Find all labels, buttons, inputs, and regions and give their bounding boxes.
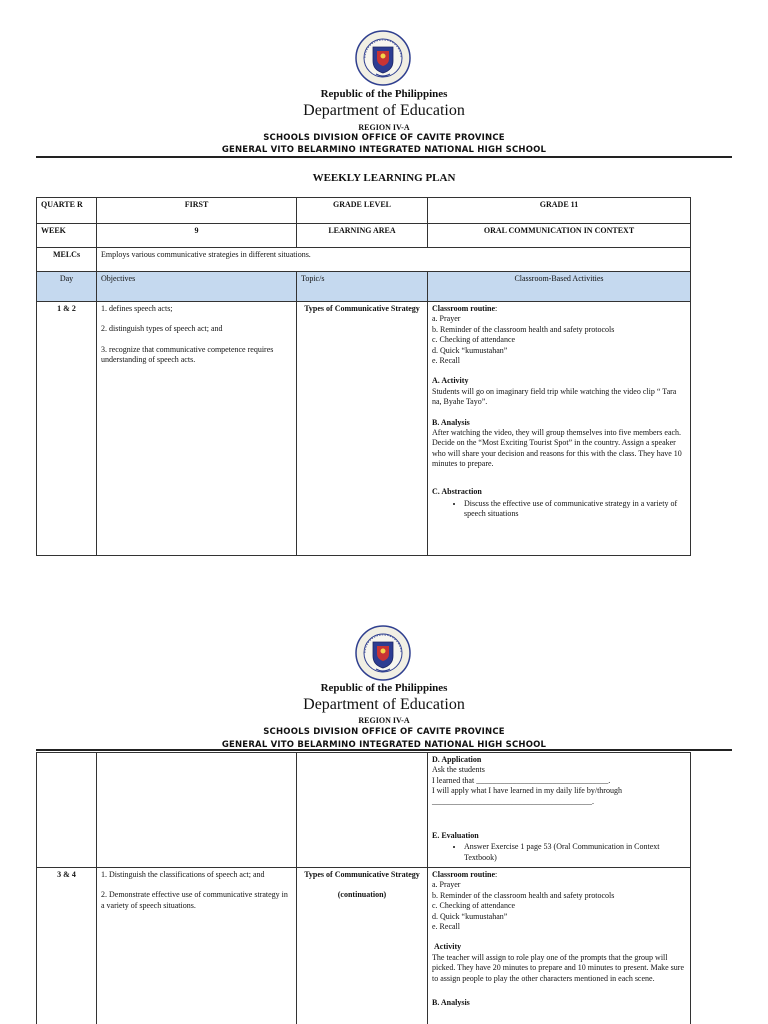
department-heading: Department of Education — [303, 696, 465, 713]
region-heading: REGION IV-A — [358, 123, 410, 132]
evaluation-block — [432, 831, 686, 863]
weekly-plan-table-continued — [36, 752, 691, 1024]
deped-seal — [355, 625, 411, 681]
abstraction-title: C. Abstraction — [432, 487, 482, 497]
routine-item: a. Prayer — [432, 880, 461, 890]
abstraction-bullet: • Discuss the effective use of communicative strategy in a variety of speech situations — [464, 499, 686, 520]
topic-title: Types of Communicative Strategy — [304, 870, 420, 879]
evaluation-title: E. Evaluation — [432, 830, 479, 840]
column-header-objectives: Objectives — [97, 272, 297, 302]
weekly-plan-table — [36, 197, 691, 556]
activity-title: Activity — [434, 942, 462, 952]
topic-note: (continuation) — [337, 890, 387, 900]
department-heading: Department of Education — [303, 102, 465, 119]
routine-item: b. Reminder of the classroom health and safety protocols — [432, 890, 615, 900]
table-row — [37, 224, 691, 248]
table-row — [37, 198, 691, 224]
region-heading: REGION IV-A — [358, 716, 410, 725]
quarter-value: FIRST — [97, 198, 297, 224]
application-block — [432, 755, 686, 807]
objective-item: 1. Distinguish the classifications of speech act; and — [101, 870, 265, 879]
learning-area-value: ORAL COMMUNICATION IN CONTEXT — [428, 224, 691, 248]
routine-block — [432, 870, 686, 932]
grade-level-value: GRADE 11 — [428, 198, 691, 224]
application-line: ________________________________________. — [432, 796, 594, 806]
week-label: WEEK — [37, 224, 97, 248]
routine-item: d. Quick “kumustahan” — [432, 345, 508, 355]
grade-level-label: GRADE LEVEL — [297, 198, 428, 224]
activities-cell — [428, 868, 691, 1024]
melcs-value: Employs various communicative strategies in different situations. — [97, 248, 691, 272]
objective-item: 2. distinguish types of speech act; and — [101, 324, 223, 334]
analysis-text: After watching the video, they will group themselves into five members each. Decide on the “Most Exciting Tourist Spot” in the country. Assign a speaker who will share your decision and reasons for this with the class. They have 10 minutes to prepare. — [432, 427, 682, 469]
routine-item: a. Prayer — [432, 314, 461, 324]
day-cell — [37, 753, 97, 868]
topic-cell — [297, 753, 428, 868]
activity-block — [432, 376, 686, 407]
objective-item: 3. recognize that communicative competence requires understanding of speech acts. — [101, 344, 274, 365]
application-line: I will apply what I have learned in my daily life by/through — [432, 786, 622, 796]
topic-cell: Types of Communicative Strategy — [297, 302, 428, 556]
activity-title: A. Activity — [432, 376, 469, 386]
objectives-cell — [97, 302, 297, 556]
analysis-block — [432, 418, 686, 470]
topic-cell — [297, 868, 428, 1024]
republic-heading: Republic of the Philippines — [320, 682, 448, 694]
routine-item: e. Recall — [432, 355, 460, 365]
objective-item: 2. Demonstrate effective use of communicative strategy in a variety of speech situations. — [101, 890, 288, 910]
column-header-row — [37, 272, 691, 302]
application-line: Ask the students — [432, 765, 485, 775]
routine-block — [432, 304, 686, 366]
routine-item: d. Quick “kumustahan” — [432, 911, 508, 921]
document-page-2 — [0, 615, 768, 1024]
header-rule — [36, 749, 732, 751]
melcs-label: MELCs — [37, 248, 97, 272]
objectives-cell — [97, 868, 297, 1024]
analysis-title: B. Analysis — [432, 997, 470, 1007]
routine-colon: : — [495, 304, 498, 313]
routine-title: Classroom routine — [432, 870, 496, 879]
division-heading: SCHOOLS DIVISION OFFICE OF CAVITE PROVINCE — [263, 133, 505, 143]
application-line: I learned that _________________________________. — [432, 775, 611, 785]
analysis-title: B. Analysis — [432, 417, 470, 427]
column-header-day: Day — [37, 272, 97, 302]
activity-text: Students will go on imaginary field trip while watching the video clip “ Tara na, Byahe Tayo”. — [432, 386, 677, 407]
plan-title: WEEKLY LEARNING PLAN — [312, 172, 456, 184]
day-cell: 1 & 2 — [37, 302, 97, 556]
objectives-cell — [97, 753, 297, 868]
seal-icon — [355, 30, 411, 86]
activities-cell — [428, 302, 691, 556]
activities-cell — [428, 753, 691, 868]
routine-colon: : — [495, 870, 498, 879]
routine-item: b. Reminder of the classroom health and safety protocols — [432, 324, 615, 334]
day-cell: 3 & 4 — [37, 868, 97, 1024]
header-rule — [36, 156, 732, 158]
routine-item: e. Recall — [432, 921, 460, 931]
school-heading: GENERAL VITO BELARMINO INTEGRATED NATIONAL HIGH SCHOOL — [221, 740, 547, 750]
table-row — [37, 248, 691, 272]
seal-icon — [355, 625, 411, 681]
deped-seal — [355, 30, 411, 86]
learning-area-label: LEARNING AREA — [297, 224, 428, 248]
division-heading: SCHOOLS DIVISION OFFICE OF CAVITE PROVINCE — [263, 727, 505, 737]
application-title: D. Application — [432, 755, 482, 764]
objective-item: 1. defines speech acts; — [101, 304, 173, 313]
table-row — [37, 753, 691, 868]
evaluation-bullet: • Answer Exercise 1 page 53 (Oral Communication in Context Textbook) — [464, 842, 686, 863]
table-row — [37, 302, 691, 556]
column-header-topics: Topic/s — [297, 272, 428, 302]
routine-item: c. Checking of attendance — [432, 335, 516, 345]
column-header-activities: Classroom-Based Activities — [428, 272, 691, 302]
table-row — [37, 868, 691, 1024]
routine-item: c. Checking of attendance — [432, 901, 516, 911]
quarter-label: QUARTE R — [37, 198, 97, 224]
activity-block — [432, 942, 686, 984]
routine-title: Classroom routine — [432, 304, 496, 313]
republic-heading: Republic of the Philippines — [320, 88, 448, 100]
school-heading: GENERAL VITO BELARMINO INTEGRATED NATIONAL HIGH SCHOOL — [221, 145, 547, 155]
week-value: 9 — [97, 224, 297, 248]
abstraction-block — [432, 487, 686, 519]
activity-text: The teacher will assign to role play one of the prompts that the group will picked. They have 20 minutes to prepare and 10 minutes to present. Make sure to assign people to play the other characters mentioned in each scene. — [432, 952, 685, 983]
